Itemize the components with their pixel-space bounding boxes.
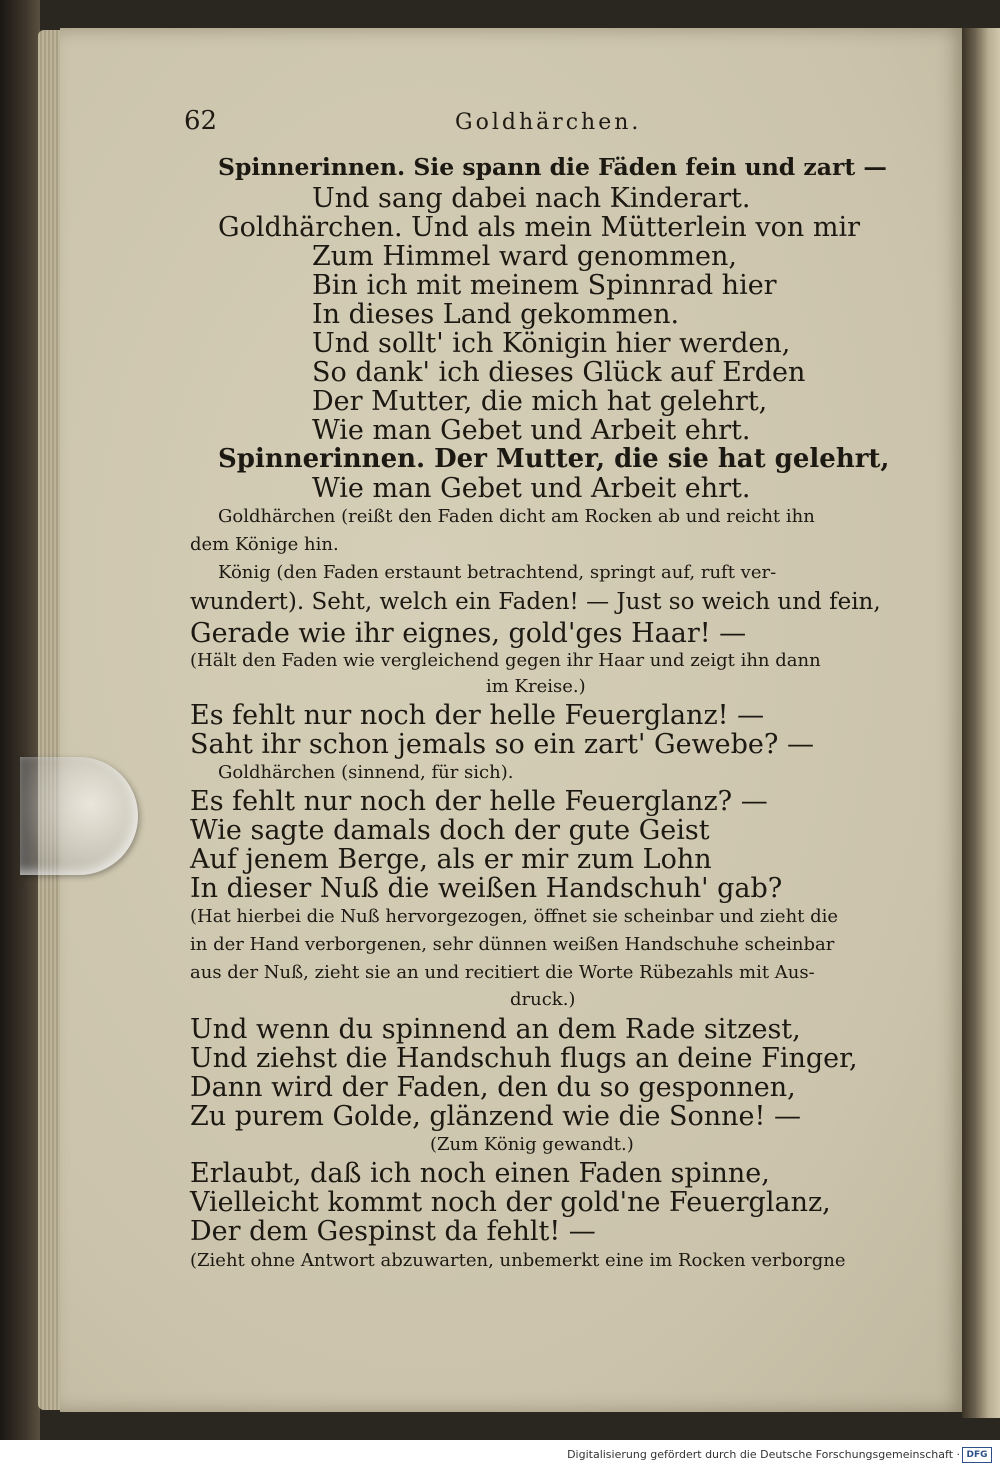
text-line: Erlaubt, daß ich noch einen Faden spinne, — [190, 1158, 770, 1189]
book-gutter — [962, 28, 1000, 1418]
text-line: Dann wird der Faden, den du so gesponnen, — [190, 1072, 796, 1103]
stage-direction: Goldhärchen (sinnend, für sich). — [218, 762, 514, 783]
text-line: Und ziehst die Handschuh flugs an deine Finger, — [190, 1043, 858, 1074]
text-line: Vielleicht kommt noch der gold'ne Feuerglanz, — [190, 1187, 831, 1218]
text-line: Wie sagte damals doch der gute Geist — [190, 815, 710, 846]
text-line: Es fehlt nur noch der helle Feuerglanz! — — [190, 700, 765, 731]
text-line: Der dem Gespinst da fehlt! — — [190, 1216, 596, 1247]
stage-direction: König (den Faden erstaunt betrachtend, springt auf, ruft ver- — [218, 562, 777, 583]
funding-credit: Digitalisierung gefördert durch die Deutsche Forschungsgemeinschaft · — [567, 1448, 960, 1461]
stage-direction: (Zum König gewandt.) — [430, 1134, 634, 1155]
text-line: Es fehlt nur noch der helle Feuerglanz? — — [190, 786, 768, 817]
stage-direction: Goldhärchen (reißt den Faden dicht am Rocken ab und reicht ihn — [218, 506, 815, 527]
text-line: Goldhärchen. Und als mein Mütterlein von mir — [218, 212, 861, 243]
stage-direction: dem Könige hin. — [190, 534, 339, 555]
dfg-logo: DFG — [962, 1447, 992, 1463]
stage-direction: (Zieht ohne Antwort abzuwarten, unbemerkt eine im Rocken verborgne — [190, 1250, 846, 1271]
text-line: Wie man Gebet und Arbeit ehrt. — [312, 415, 751, 446]
page-clip — [20, 757, 138, 875]
text-line: Auf jenem Berge, als er mir zum Lohn — [190, 844, 712, 875]
stage-direction: (Hat hierbei die Nuß hervorgezogen, öffnet sie scheinbar und zieht die — [190, 906, 839, 927]
text-line: Spinnerinnen. Sie spann die Fäden fein und zart — — [218, 153, 887, 181]
text-line: Der Mutter, die mich hat gelehrt, — [312, 386, 768, 417]
text-line: Zu purem Golde, glänzend wie die Sonne! — — [190, 1101, 801, 1132]
book-cover-edge — [0, 0, 40, 1440]
stage-direction: in der Hand verborgenen, sehr dünnen weißen Handschuhe scheinbar — [190, 934, 835, 955]
text-line: In dieser Nuß die weißen Handschuh' gab? — [190, 873, 783, 904]
text-line: Zum Himmel ward genommen, — [312, 241, 737, 272]
text-line: Und sollt' ich Königin hier werden, — [312, 328, 791, 359]
text-line: Wie man Gebet und Arbeit ehrt. — [312, 473, 751, 504]
text-line: So dank' ich dieses Glück auf Erden — [312, 357, 806, 388]
stage-direction: im Kreise.) — [486, 676, 586, 697]
stage-direction: aus der Nuß, zieht sie an und recitiert die Worte Rübezahls mit Aus- — [190, 962, 815, 983]
text-line: Und wenn du spinnend an dem Rade sitzest, — [190, 1014, 801, 1045]
text-line: Spinnerinnen. Der Mutter, die sie hat gelehrt, — [218, 444, 890, 474]
text-line: Bin ich mit meinem Spinnrad hier — [312, 270, 777, 301]
stage-direction: druck.) — [510, 989, 576, 1010]
text-line: Gerade wie ihr eignes, gold'ges Haar! — — [190, 618, 747, 649]
text-line: Saht ihr schon jemals so ein zart' Gewebe? — — [190, 729, 814, 760]
text-line: wundert). Seht, welch ein Faden! — Just so weich und fein, — [190, 589, 881, 615]
text-line: Und sang dabei nach Kinderart. — [312, 183, 751, 214]
running-head: Goldhärchen. — [455, 110, 642, 135]
text-line: In dieses Land gekommen. — [312, 299, 680, 330]
page-number: 62 — [184, 106, 218, 136]
stage-direction: (Hält den Faden wie vergleichend gegen ihr Haar und zeigt ihn dann — [190, 650, 821, 671]
